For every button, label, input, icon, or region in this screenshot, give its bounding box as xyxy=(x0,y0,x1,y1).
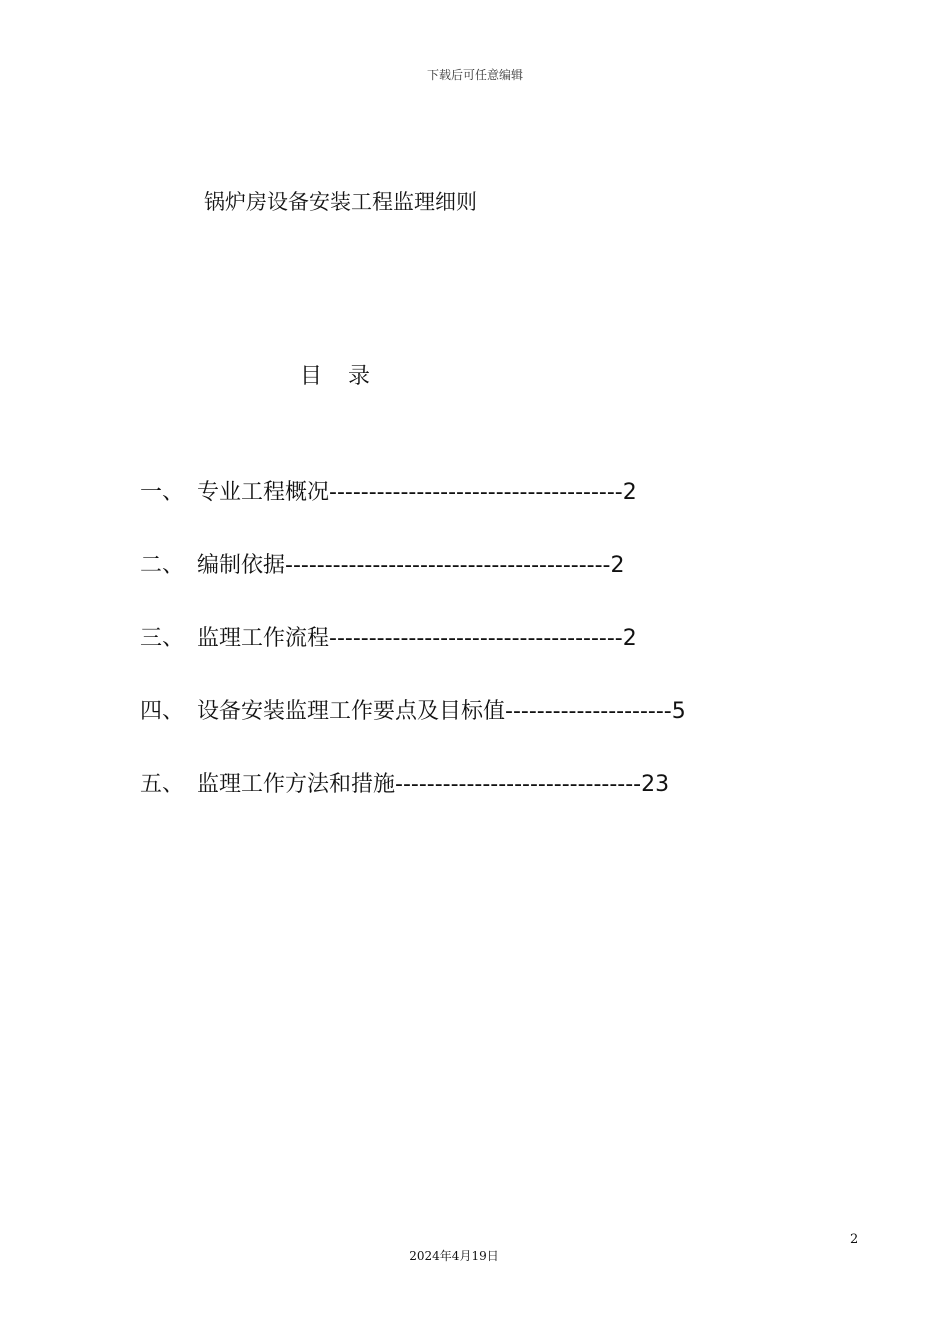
toc-entry-number: 一、 xyxy=(140,480,185,505)
toc-entry-title: 监理工作流程 xyxy=(197,626,330,651)
table-of-contents xyxy=(140,478,686,843)
toc-entry-page: 2 xyxy=(622,626,637,651)
toc-entry-4[interactable] xyxy=(140,697,686,770)
toc-entry-number: 三、 xyxy=(140,626,185,651)
toc-entry-page: 2 xyxy=(610,553,625,578)
toc-entry-number: 四、 xyxy=(140,699,185,724)
toc-heading-char-2: 录 xyxy=(348,364,371,389)
toc-entry-title: 设备安装监理工作要点及目标值 xyxy=(197,699,506,724)
toc-entry-5[interactable] xyxy=(140,770,686,843)
toc-entry-page: 23 xyxy=(641,772,670,797)
page-number: 2 xyxy=(850,1232,859,1247)
toc-entry-leader: ------------------------------- xyxy=(395,772,642,797)
toc-entry-title: 专业工程概况 xyxy=(197,480,330,505)
footer-date: 2024年4月19日 xyxy=(409,1249,499,1263)
toc-entry-page: 2 xyxy=(622,480,637,505)
toc-heading-char-1: 目 xyxy=(300,364,323,389)
toc-entry-title: 监理工作方法和措施 xyxy=(197,772,396,797)
toc-entry-number: 二、 xyxy=(140,553,185,578)
toc-entry-1[interactable] xyxy=(140,478,686,551)
toc-heading xyxy=(300,359,370,390)
toc-entry-3[interactable] xyxy=(140,624,686,697)
toc-entry-leader: ------------------------------------- xyxy=(329,626,623,651)
toc-entry-leader: ------------------------------------- xyxy=(329,480,623,505)
toc-entry-leader: ----------------------------------------- xyxy=(285,553,611,578)
document-title: 锅炉房设备安装工程监理细则 xyxy=(204,190,477,214)
toc-entry-leader: --------------------- xyxy=(505,699,672,724)
header-note: 下载后可任意编辑 xyxy=(426,68,523,82)
toc-entry-page: 5 xyxy=(671,699,686,724)
toc-entry-number: 五、 xyxy=(140,772,185,797)
toc-entry-2[interactable] xyxy=(140,551,686,624)
toc-entry-title: 编制依据 xyxy=(197,553,286,578)
